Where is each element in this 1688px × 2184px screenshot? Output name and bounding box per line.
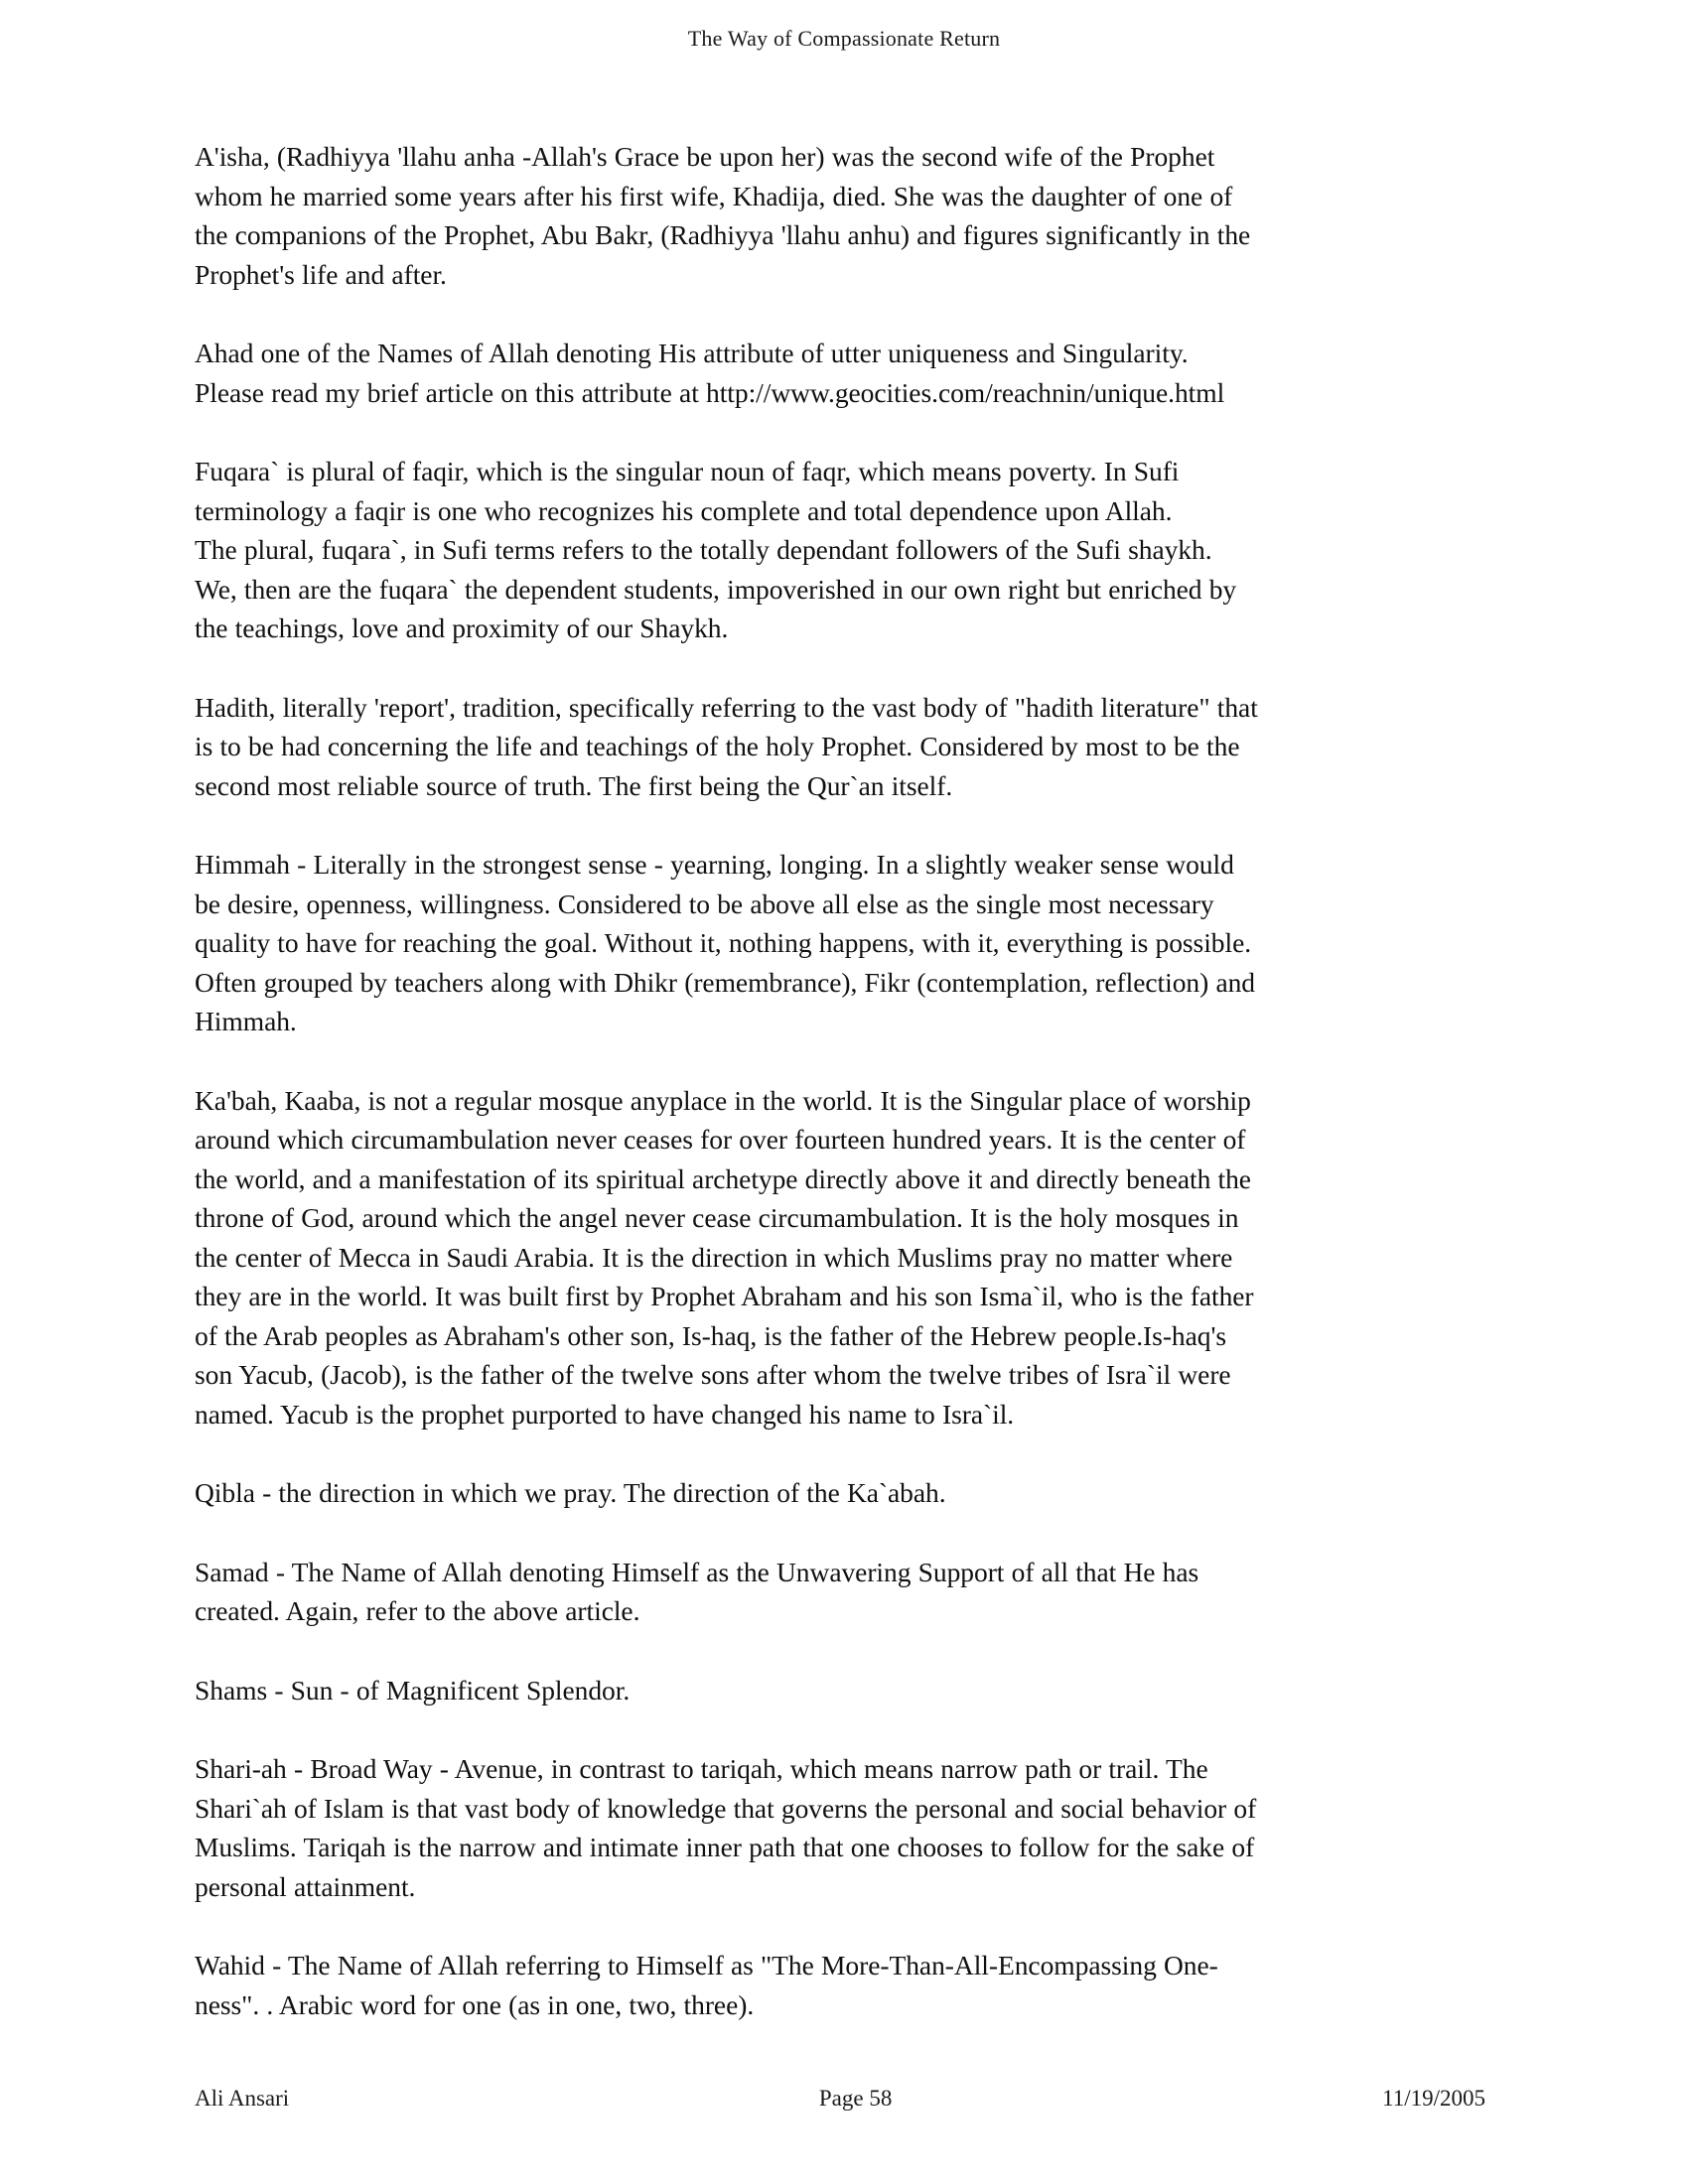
glossary-entry-line: Muslims. Tariqah is the narrow and intimate inner path that one chooses to follow for the sake of (195, 1832, 1255, 1862)
glossary-entry-line: the teachings, love and proximity of our Shaykh. (195, 613, 729, 643)
glossary-entry-line: is to be had concerning the life and teachings of the holy Prophet. Considered by most to be the (195, 731, 1240, 761)
footer-date: 11/19/2005 (1382, 2086, 1485, 2112)
glossary-entry-line: named. Yacub is the prophet purported to have changed his name to Isra`il. (195, 1398, 1015, 1430)
glossary-entry-line: We, then are the fuqara` the dependent students, impoverished in our own right but enriched by (195, 573, 1237, 605)
glossary-entry (195, 1473, 1476, 1513)
glossary-entry-line: Himmah - Literally in the strongest sense - yearning, longing. In a slightly weaker sense would (195, 849, 1234, 880)
glossary-entry-line: around which circumambulation never ceases for over fourteen hundred years. It is the center of (195, 1124, 1246, 1155)
glossary-entry (195, 452, 1476, 648)
glossary-entry-line: The plural, fuqara`, in Sufi terms refers to the totally dependant followers of the Sufi shaykh. (195, 534, 1212, 565)
glossary-entry-line: terminology a faqir is one who recognizes his complete and total dependence upon Allah. (195, 494, 1173, 526)
glossary-entry-line: personal attainment. (195, 1870, 416, 1902)
glossary-entry (195, 137, 1476, 294)
glossary-entry-line: Hadith, literally 'report', tradition, specifically referring to the vast body of "hadith literature" that (195, 691, 1258, 723)
glossary-entry (195, 1946, 1476, 2024)
page-footer (195, 2085, 1485, 2113)
glossary-entry-line: second most reliable source of truth. The first being the Qur`an itself. (195, 769, 953, 801)
glossary-entry (195, 1553, 1476, 1631)
glossary-body (195, 137, 1476, 2024)
glossary-entry-line: Shams - Sun - of Magnificent Splendor. (195, 1674, 631, 1706)
glossary-entry-line: Please read my brief article on this attribute at http://www.geocities.com/reachnin/unique.html (195, 376, 1225, 408)
glossary-entry-line: Ka'bah, Kaaba, is not a regular mosque anyplace in the world. It is the Singular place of worship (195, 1084, 1251, 1116)
glossary-entry (195, 1749, 1476, 1906)
glossary-entry-line: Shari`ah of Islam is that vast body of knowledge that governs the personal and social behavior of (195, 1792, 1257, 1824)
glossary-entry-line: Wahid - The Name of Allah referring to Himself as "The More-Than-All-Encompassing One- (195, 1950, 1218, 1980)
glossary-entry (195, 1671, 1476, 1710)
glossary-entry-line: Samad - The Name of Allah denoting Himself as the Unwavering Support of all that He has (195, 1556, 1199, 1587)
glossary-entry-line: the world, and a manifestation of its spiritual archetype directly above it and directly beneath the (195, 1162, 1251, 1194)
glossary-entry (195, 1081, 1476, 1434)
glossary-entry-line: they are in the world. It was built first by Prophet Abraham and his son Isma`il, who is the father (195, 1281, 1254, 1311)
glossary-entry-line: created. Again, refer to the above article. (195, 1595, 640, 1626)
glossary-entry-line: Often grouped by teachers along with Dhikr (remembrance), Fikr (contemplation, reflection) and (195, 966, 1255, 998)
glossary-entry-line: Himmah. (195, 1006, 297, 1036)
running-header: The Way of Compassionate Return (687, 26, 1001, 51)
glossary-entry-line: the center of Mecca in Saudi Arabia. It is the direction in which Muslims pray no matter where (195, 1241, 1233, 1273)
glossary-entry-line: the companions of the Prophet, Abu Bakr, (Radhiyya 'llahu anhu) and figures significantly in the (195, 219, 1251, 250)
glossary-entry-line: A'isha, (Radhiyya 'llahu anha -Allah's Grace be upon her) was the second wife of the Prophet (195, 141, 1215, 172)
glossary-entry-line: Prophet's life and after. (195, 258, 447, 290)
glossary-entry-line: Ahad one of the Names of Allah denoting His attribute of utter uniqueness and Singularity. (195, 338, 1189, 368)
glossary-entry (195, 688, 1476, 806)
glossary-entry-line: throne of God, around which the angel never cease circumambulation. It is the holy mosques in (195, 1202, 1239, 1233)
footer-page-number: Page 58 (818, 2086, 893, 2112)
glossary-entry-line: be desire, openness, willingness. Considered to be above all else as the single most necessary (195, 887, 1214, 919)
glossary-entry-line: ness". . Arabic word for one (as in one, two, three). (195, 1988, 755, 2020)
glossary-entry-line: Qibla - the direction in which we pray. The direction of the Ka`abah. (195, 1477, 946, 1508)
glossary-entry-line: of the Arab peoples as Abraham's other son, Is-haq, is the father of the Hebrew people.Is-haq's (195, 1319, 1227, 1351)
glossary-entry-line: quality to have for reaching the goal. Without it, nothing happens, with it, everything is possible. (195, 927, 1252, 958)
footer-author: Ali Ansari (195, 2086, 290, 2112)
glossary-entry (195, 334, 1476, 412)
glossary-entry (195, 845, 1476, 1041)
glossary-entry-line: Shari-ah - Broad Way - Avenue, in contrast to tariqah, which means narrow path or trail. The (195, 1753, 1208, 1784)
glossary-entry-line: whom he married some years after his first wife, Khadija, died. She was the daughter of one of (195, 180, 1233, 211)
glossary-entry-line: Fuqara` is plural of faqir, which is the singular noun of faqr, which means poverty. In Sufi (195, 456, 1180, 486)
glossary-entry-line: son Yacub, (Jacob), is the father of the twelve sons after whom the twelve tribes of Isra`il were (195, 1359, 1231, 1390)
